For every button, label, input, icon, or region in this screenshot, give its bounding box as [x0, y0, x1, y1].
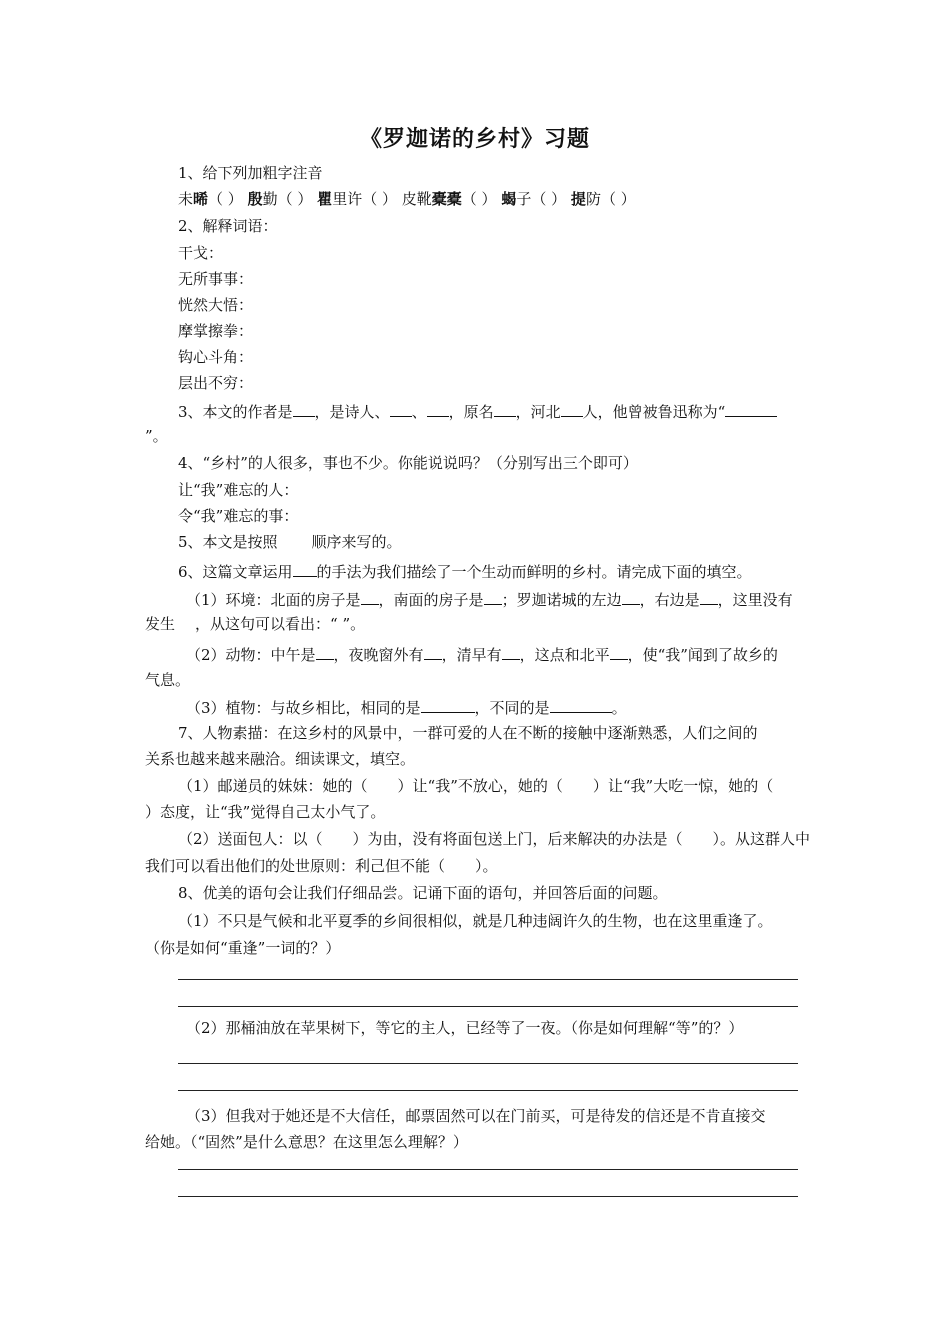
blank[interactable]: [610, 643, 628, 660]
answer-line[interactable]: [178, 1090, 798, 1091]
q8-sentence-2: （2）那桶油放在苹果树下，等它的主人，已经等了一夜。（你是如何理解“等”的？）: [186, 1019, 744, 1037]
blank[interactable]: [390, 400, 412, 417]
q7-line: 7、人物素描：在这乡村的风景中，一群可爱的人在不断的接触中逐渐熟悉，人们之间的: [178, 724, 758, 742]
answer-line[interactable]: [178, 1196, 798, 1197]
q1-item: 瞿里许（ ）: [317, 190, 397, 208]
q6-environment-cont: 发生 ，从这句可以看出：“ ”。: [145, 615, 366, 633]
q3-tail: ”。: [145, 427, 168, 445]
q7-postman-sister: （1）邮递员的妹妹：她的（ ）让“我”不放心，她的（ ）让“我”大吃一惊，她的（: [178, 777, 774, 795]
q6-plants: （3）植物：与故乡相比，相同的是 ，不同的是 。: [186, 696, 627, 718]
blank[interactable]: [494, 400, 516, 417]
q6-environment: （1）环境：北面的房子是 ，南面的房子是 ；罗迦诺城的左边 ，右边是 ，这里没有: [186, 588, 793, 610]
q7-bread-man-cont: 我们可以看出他们的处世原则：利己但不能（ ）。: [145, 857, 498, 875]
q1-items: [178, 189, 636, 209]
q2-term: 摩掌擦拳：: [178, 322, 254, 340]
answer-line[interactable]: [178, 979, 798, 980]
q1-item: 殷勤（ ）: [247, 190, 313, 208]
blank[interactable]: [550, 696, 612, 713]
blank[interactable]: [725, 400, 777, 417]
blank[interactable]: [427, 400, 449, 417]
q8-sentence-1-cont: （你是如何“重逢”一词的？）: [145, 939, 341, 957]
q4-heading: 4、“乡村”的人很多，事也不少。你能说说吗？（分别写出三个即可）: [178, 454, 638, 472]
q2-term: 无所事事：: [178, 270, 254, 288]
q7-bread-man: （2）送面包人：以（ ）为由，没有将面包送上门，后来解决的办法是（ ）。从这群人中: [178, 830, 811, 848]
q2-term: 干戈：: [178, 244, 224, 262]
q8-heading: 8、优美的语句会让我们仔细品尝。记诵下面的语句，并回答后面的问题。: [178, 884, 668, 902]
q1-item: 皮靴橐橐（ ）: [401, 190, 497, 208]
q1-heading: 1、给下列加粗字注音: [178, 164, 323, 182]
q2-term: 恍然大悟：: [178, 296, 254, 314]
blank[interactable]: [622, 588, 640, 605]
q7-line: 关系也越来越来融洽。细读课文，填空。: [145, 750, 416, 768]
q1-item: 提防（ ）: [570, 190, 636, 208]
blank[interactable]: [421, 696, 475, 713]
blank[interactable]: [293, 400, 315, 417]
q3-line: 3、本文的作者是 ，是诗人、 、 ，原名 ，河北 人，他曾被鲁迅称为“: [178, 400, 777, 422]
blank[interactable]: [561, 400, 583, 417]
blank[interactable]: [700, 588, 718, 605]
blank[interactable]: [502, 643, 520, 660]
blank[interactable]: [361, 588, 379, 605]
q7-postman-sister-cont: ）态度，让“我”觉得自己太小气了。: [145, 803, 386, 821]
q2-term: 层出不穷：: [178, 374, 254, 392]
q2-term: 钩心斗角：: [178, 348, 254, 366]
blank[interactable]: [424, 643, 442, 660]
q4-people: 让“我”难忘的人：: [178, 481, 299, 499]
q8-sentence-3-cont: 给她。（“固然”是什么意思？在这里怎么理解？）: [145, 1133, 468, 1151]
q8-sentence-3: （3）但我对于她还是不大信任，邮票固然可以在门前买，可是待发的信还是不肯直接交: [186, 1107, 766, 1125]
answer-line[interactable]: [178, 1006, 798, 1007]
q8-sentence-1: （1）不只是气候和北平夏季的乡间很相似，就是几种违阔许久的生物，也在这里重逢了。: [178, 912, 773, 930]
blank[interactable]: [316, 643, 334, 660]
answer-line[interactable]: [178, 1063, 798, 1064]
q5-line: 5、本文是按照 顺序来写的。: [178, 533, 402, 551]
q4-events: 令“我”难忘的事：: [178, 507, 299, 525]
q6-animals: （2）动物：中午是 ，夜晚窗外有 ，清早有 ，这点和北平 ，使“我”闻到了故乡的: [186, 643, 778, 665]
blank[interactable]: [293, 560, 317, 577]
q2-heading: 2、解释词语：: [178, 217, 278, 235]
blank[interactable]: [484, 588, 502, 605]
q1-item: 蝎子（ ）: [501, 190, 567, 208]
q6-heading: 6、这篇文章运用 的手法为我们描绘了一个生动而鲜明的乡村。请完成下面的填空。: [178, 560, 752, 582]
q6-animals-cont: 气息。: [145, 671, 191, 689]
page-title: 《罗迦诺的乡村》习题: [359, 126, 590, 152]
q1-item: 未晞（ ）: [178, 190, 243, 208]
answer-line[interactable]: [178, 1169, 798, 1170]
